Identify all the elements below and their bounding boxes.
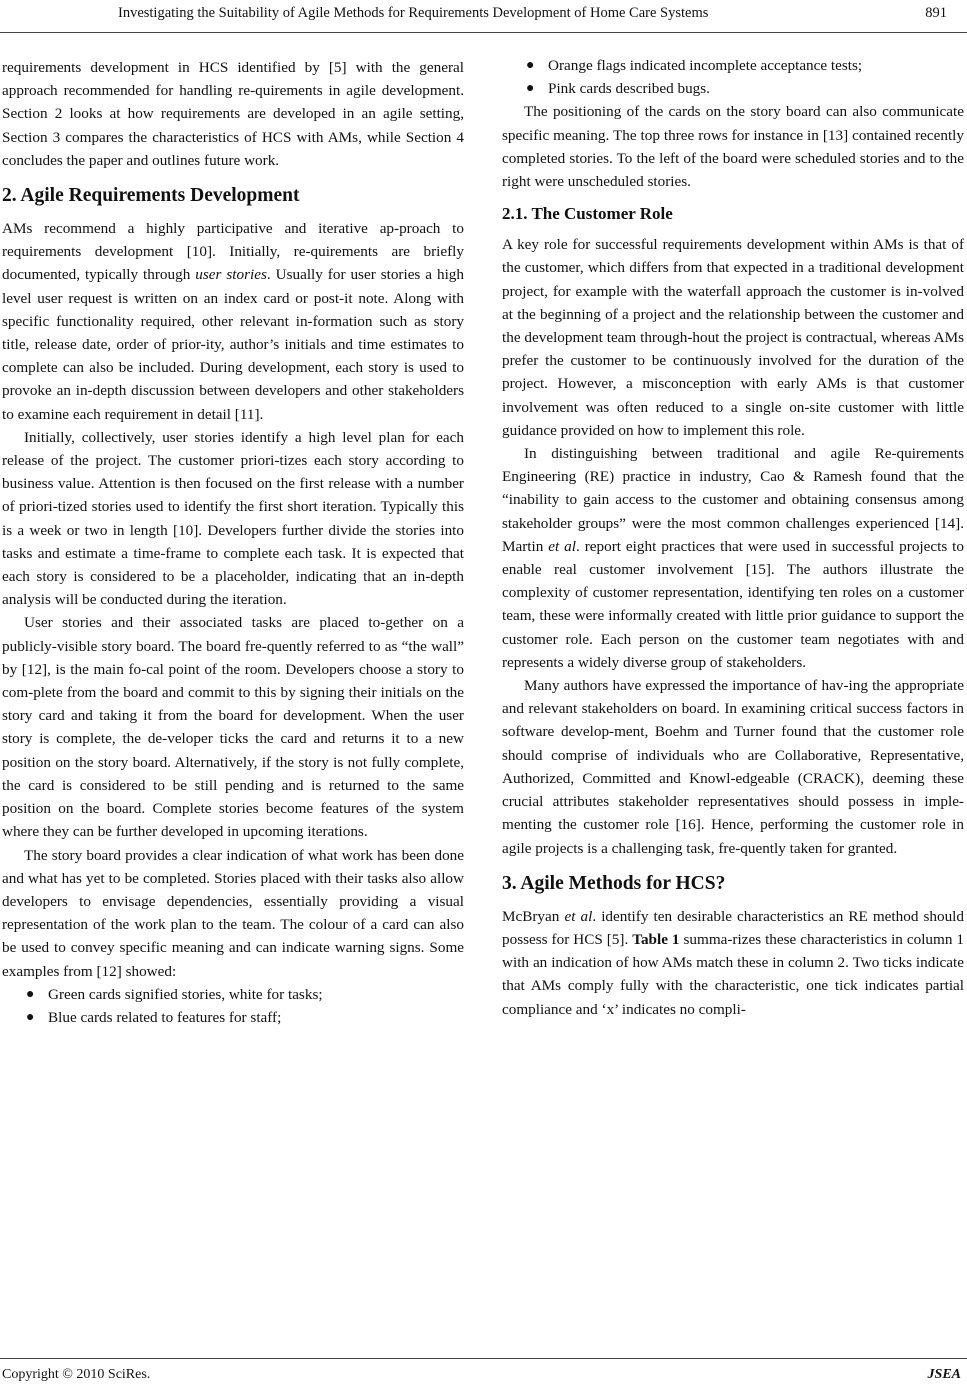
list-item [2,1006,464,1029]
card-color-list-continued [502,54,964,100]
card-color-list [2,983,464,1029]
paragraph-customer-role: A key role for successful requirements development within AMs is that of the customer, which differs from that expected in a traditional development project, for example with the waterfall approach the customer is in-volved at the beginning of a project and the relationship between the customer and the development team through-hout the project is contractual, whereas AMs prefer the customer to be continuously involved for the duration of the project. However, a misconception with early AMs is that customer involvement was often reduced to a single on-site customer with little guidance provided on how to implement this role. [502,236,964,439]
section-heading-2: 2. Agile Requirements Development [2,185,300,207]
table-reference: Table 1 [632,930,680,948]
text-run: McBryan [502,907,565,925]
text-run: . Usually for user stories a high level user request is written on an index card or post-it note. Along with specific functionality required, other relevant in-formation such as story title, release date, order of prior-ity, author’s initials and time estimates to complete can also be included. During development, each story is used to provoke an in-depth discussion between developers and other stakeholders to examine each requirement in detail [11]. [2,266,464,423]
list-item-text: Pink cards described bugs. [548,80,710,98]
page-header [0,0,967,33]
paragraph-traditional-vs-agile [502,442,964,674]
emphasis-user-stories: user stories [195,266,267,284]
emphasis-et-al: et al [564,907,593,925]
text-run: AMs recommend a highly participative and iterative ap-proach to requirements development [10]. Initially, re-quirements are briefly documented, typically through [2,220,464,284]
paragraph-story-board: User stories and their associated tasks are placed to-gether on a publicly-visible story board. The board fre-quently referred to as “the wall” by [12], is the main fo-cal point of the room. Developers choose a story to com-plete from the board and commit to this by signing their initials on the story card and taking it from the board for development. When the user story is complete, the de-veloper ticks the card and returns it to a new position on the story board. Alternatively, if the story is not fully complete, the card is considered to be still pending and is returned to the same position on the board. Complete stories become features of the system where they can be further developed in upcoming iterations. [2,614,464,841]
page-number: 891 [925,5,947,21]
copyright-notice: Copyright © 2010 SciRes. [2,1367,151,1382]
text-run: In distinguishing between traditional and agile Re-quirements Engineering (RE) practice in industry, Cao & Ramesh found that the “inability to gain access to the customer and obtaining consensus among stakeholder groups” were the most common challenges experienced [14]. Martin [502,445,964,555]
text-run: summa-rizes these characteristics in column 1 with an indication of how AMs match these in column 2. Two ticks indicate that AMs comply fully with the characteristic, one tick indicates partial compliance and ‘x’ indicates no compli- [502,930,964,1018]
paragraph-agile-req [2,217,464,426]
paragraph-intro-end: requirements development in HCS identified by [5] with the general approach recommended for handling re-quirements in agile development. Section 2 looks at how requirements are developed in an agile setting, Section 3 compares the characteristics of HCS with AMs, while Section 4 concludes the paper and outlines future work. [2,59,464,169]
page-footer [0,1358,967,1387]
paragraph-release-plan: Initially, collectively, user stories identify a high level plan for each release of the project. The customer priori-tizes each story according to business value. Attention is then focused on the first release with a number of priori-tized stories used to identify the first short iteration. Typically this is a week or two in length [10]. Developers further divide the stories into tasks and estimate a time-frame to complete each task. It is expected that each story is considered to be a placeholder, indicating that an in-depth analysis will be conducted during the iteration. [2,428,464,609]
bullet-icon: ● [26,1009,35,1025]
list-item [502,77,964,100]
text-run: . report eight practices that were used in successful projects to enable real customer involvement [15]. The authors illustrate the complexity of customer representation, identifying ten roles on a customer team, these were informally created with little prior guidance to support the customer role. Each person on the customer team negotiates with and represents a widely diverse group of stakeholders. [502,537,964,671]
list-item-text: Blue cards related to features for staff; [48,1008,282,1026]
paragraph-board-indication: The story board provides a clear indication of what work has been done and what has yet to be completed. Stories placed with their tasks also allow developers to envisage dependencies, essentially providing a visual representation of the work plan to the team. The colour of a card can also be used to convey specific meaning and can indicate warning signs. Some examples from [12] showed: [2,846,464,980]
bullet-icon: ● [526,58,535,73]
bullet-icon: ● [26,986,35,1002]
list-item [502,54,964,77]
section-heading-3: 3. Agile Methods for HCS? [502,872,726,894]
subsection-heading-2-1: 2.1. The Customer Role [502,204,673,224]
text-run: . identify ten desirable characteristics an RE method should possess for HCS [5]. [502,907,964,948]
list-item-text: Green cards signified stories, white for tasks; [48,985,323,1003]
paragraph-stakeholders: Many authors have expressed the importance of hav-ing the appropriate and relevant stakeholders on board. In examining critical success factors in software develop-ment, Boehm and Turner found that the customer role should comprise of individuals who are Collaborative, Representative, Authorized, Committed and Knowl-edgeable (CRACK), deeming these crucial attributes stakeholder representatives should possess in imple-menting the customer role [16]. Hence, performing the customer role in agile projects is a challenging task, fre-quently taken for granted. [502,677,964,857]
list-item-text: Orange flags indicated incomplete acceptance tests; [548,57,863,74]
left-column [2,56,464,1029]
right-column [502,54,964,1021]
paragraph-card-positioning: The positioning of the cards on the story board can also communicate specific meaning. The top three rows for instance in [13] contained recently completed stories. To the left of the board were scheduled stories and to the right were unscheduled stories. [502,103,964,191]
running-title: Investigating the Suitability of Agile Methods for Requirements Development of Home Care Systems [118,5,709,21]
emphasis-et-al: et al [548,537,576,555]
list-item [2,983,464,1006]
bullet-icon: ● [526,81,535,97]
paragraph-hcs-characteristics [502,905,964,1021]
journal-name: JSEA [927,1367,961,1382]
